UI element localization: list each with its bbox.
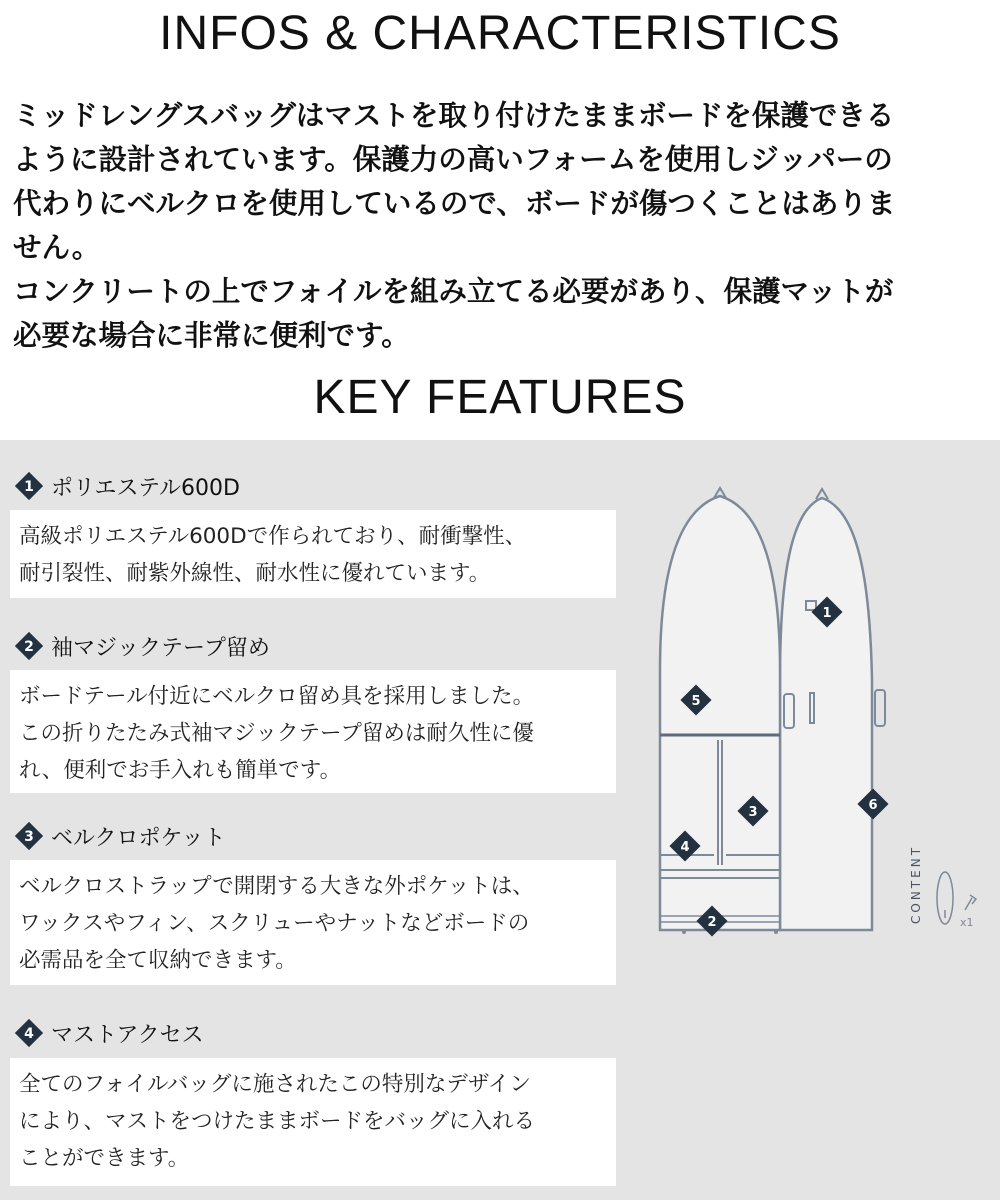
content-quantity: x1 — [960, 916, 974, 929]
diamond-number-2-icon — [13, 630, 45, 662]
svg-text:1: 1 — [822, 606, 832, 621]
feature-3-description: ベルクロストラップで開閉する大きな外ポケットは、 ワックスやフィン、スクリューやナットなどボードの 必需品を全て収納できます。 — [10, 860, 616, 985]
diamond-number-4-icon — [13, 1017, 45, 1049]
svg-text:1: 1 — [24, 479, 34, 495]
svg-text:2: 2 — [24, 639, 34, 655]
feature-1-description: 高級ポリエステル600Dで作られており、耐衝撃性、 耐引裂性、耐紫外線性、耐水性に優れています。 — [10, 510, 616, 598]
feature-1-heading — [13, 470, 240, 502]
handle-right-icon — [875, 690, 885, 726]
feature-4-description: 全てのフォイルバッグに施されたこの特別なデザイン により、マストをつけたままボードをバッグに入れる ことができます。 — [10, 1058, 616, 1186]
svg-text:4: 4 — [24, 1026, 34, 1042]
key-features-title: KEY FEATURES — [313, 371, 687, 424]
feature-4-title: マストアクセス — [51, 1022, 204, 1048]
foil-tool-icon — [965, 895, 976, 910]
feature-2-heading — [13, 630, 270, 662]
bag-front-outline — [660, 496, 780, 930]
feature-4-heading — [13, 1017, 204, 1049]
svg-text:3: 3 — [24, 829, 34, 845]
svg-text:4: 4 — [680, 840, 690, 855]
feature-2-description: ボードテール付近にベルクロ留め具を採用しました。 この折りたたみ式袖マジックテープ留めは耐久性に優 れ、便利でお手入れも簡単です。 — [10, 670, 616, 793]
svg-text:6: 6 — [868, 798, 878, 813]
board-bag-diagram — [640, 470, 990, 950]
svg-text:2: 2 — [707, 915, 717, 930]
infos-title: INFOS & CHARACTERISTICS — [159, 7, 841, 60]
content-label: CONTENT — [909, 844, 923, 924]
diamond-number-3-icon — [13, 820, 45, 852]
diamond-number-1-icon — [13, 470, 45, 502]
feature-1-title: ポリエステル600D — [51, 475, 240, 501]
feature-2-title: 袖マジックテープ留め — [51, 635, 270, 661]
svg-text:5: 5 — [691, 694, 701, 709]
feature-3-title: ベルクロポケット — [51, 825, 226, 851]
infos-description: ミッドレングスバッグはマストを取り付けたままボードを保護できる ように設計されています。保護力の高いフォームを使用しジッパーの 代わりにベルクロを使用しているので、ボードが傷つくことはありま せん。 コンクリートの上でフォイルを組み立てる必要があり、保護マットが 必要な場合に非常に便利です。 — [13, 99, 896, 352]
feature-3-heading — [13, 820, 225, 852]
svg-text:3: 3 — [748, 805, 758, 820]
board-icon — [937, 872, 953, 924]
